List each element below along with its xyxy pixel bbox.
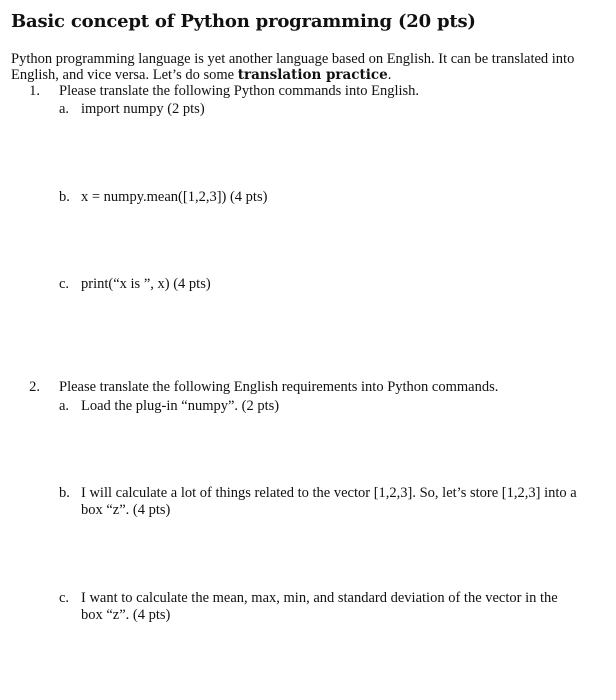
page-title: Basic concept of Python programming (20 pts) [11,11,476,32]
part-text: import numpy (2 pts) [81,101,205,117]
part-text-line-1: I will calculate a lot of things related to the vector [1,2,3]. So, let’s store [1,2,3] into a [81,485,577,501]
intro-line-1: Python programming language is yet another language based on English. It can be translated into [11,51,575,67]
question-text: Please translate the following Python commands into English. [59,83,420,99]
part-label: c. [59,590,70,606]
intro-line-2-start: English, and vice versa. Let’s do some [11,67,238,83]
intro-line-2-end: . [387,67,392,83]
part-label: c. [59,276,70,292]
part-text: x = numpy.mean([1,2,3]) (4 pts) [81,189,268,205]
question-text: Please translate the following English requirements into Python commands. [59,379,499,395]
question-number: 1. [29,83,40,99]
part-label: b. [59,485,70,501]
part-text: print(“x is ”, x) (4 pts) [81,276,211,292]
part-text-line-1: I want to calculate the mean, max, min, and standard deviation of the vector in the [81,590,558,606]
part-text-line-2: box “z”. (4 pts) [81,607,171,623]
part-text: Load the plug-in “numpy”. (2 pts) [81,398,280,414]
part-label: a. [59,101,70,117]
part-label: b. [59,189,70,205]
part-label: a. [59,398,70,414]
question-number: 2. [29,379,40,395]
part-text-line-2: box “z”. (4 pts) [81,502,171,518]
intro-bold-phrase: translation practice [237,67,388,83]
